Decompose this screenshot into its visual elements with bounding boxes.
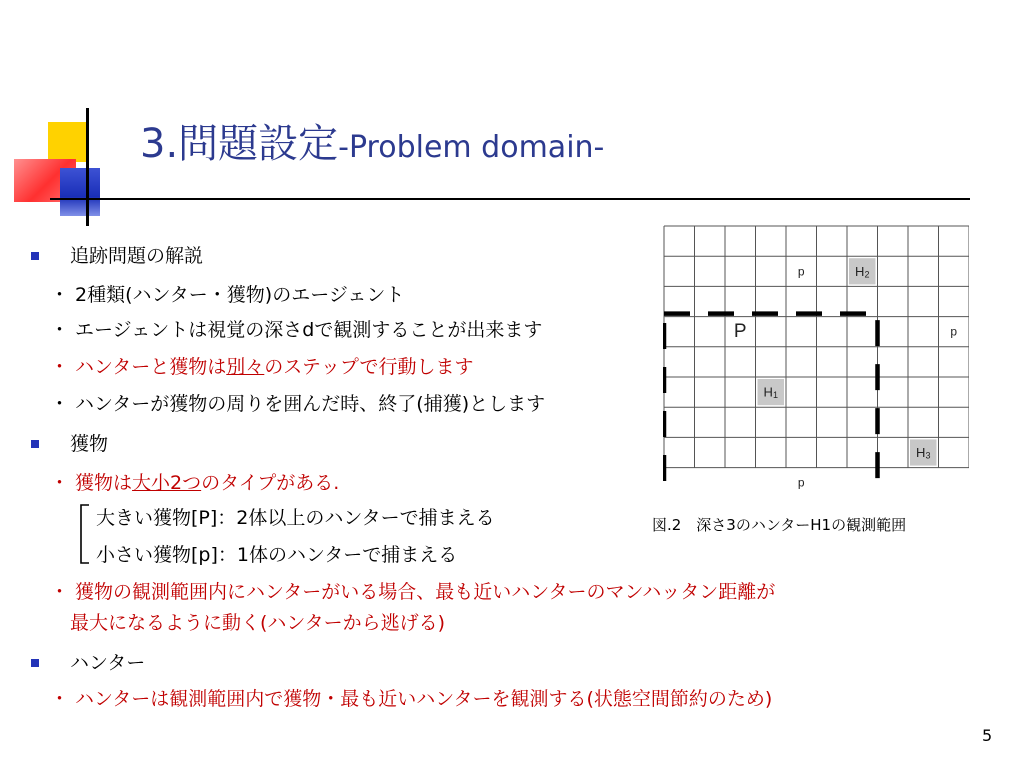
hunter-item: ・ ハンターは観測範囲内で獲物・最も近いハンターを観測する(状態空間節約のため) [50,688,773,710]
hunter-label: $H_1$ [763,384,778,401]
title-main: 3.問題設定 [140,121,339,167]
prey-small: 小さい獲物[p]：1体のハンターで捕まえる [96,544,458,566]
prey-large: 大きい獲物[P]：2体以上のハンターで捕まえる [96,507,495,529]
prey-types-underlined: 大小2つ [132,472,202,494]
hunter-label: $H_2$ [855,263,870,280]
prey-label: p [797,475,805,489]
prey-types-c: のタイプがある. [201,472,340,494]
prey-types-a: ・ 獲物は [50,472,133,494]
section-heading-hunter: ハンター [70,652,146,674]
decor-vertical-line [86,108,89,226]
bullet-icon [31,659,39,667]
slide-title [140,112,604,169]
figure-caption: 図.2 深さ3のハンターH1の観測範囲 [652,516,907,534]
prey-label: p [797,264,805,279]
chase-item-3 [50,355,474,379]
title-underline [50,198,970,200]
bracket-icon [78,503,90,565]
chase-item-3-c: のステップで行動します [264,356,474,378]
bullet-icon [31,440,39,448]
prey-move-line2: 最大になるように動く(ハンターから逃げる) [70,612,446,634]
section-heading-prey: 獲物 [70,433,109,455]
chase-item-4: ・ ハンターが獲物の周りを囲んだ時、終了(捕獲)とします [50,393,546,415]
decor-blue-square [60,168,100,216]
bullet-icon [31,252,39,260]
section-heading-chase: 追跡問題の解説 [70,245,204,267]
chase-item-3-a: ・ ハンターと獲物は [50,356,227,378]
chase-item-1: ・ 2種類(ハンター・獲物)のエージェント [50,284,405,306]
prey-types [50,471,339,495]
hunter-label: $H_3$ [916,445,931,461]
grid-svg [663,225,969,489]
decor-yellow-square [48,122,88,162]
title-sub: -Problem domain- [338,130,605,165]
prey-label: p [950,324,958,339]
page-number: 5 [982,726,993,745]
chase-item-2: ・ エージェントは視覚の深さdで観測することが出来ます [50,319,543,341]
prey-label: P [733,321,747,343]
observation-grid-figure [663,225,969,489]
chase-item-3-underlined: 別々 [226,356,265,378]
prey-move-line1: ・ 獲物の観測範囲内にハンターがいる場合、最も近いハンターのマンハッタン距離が [50,581,776,603]
